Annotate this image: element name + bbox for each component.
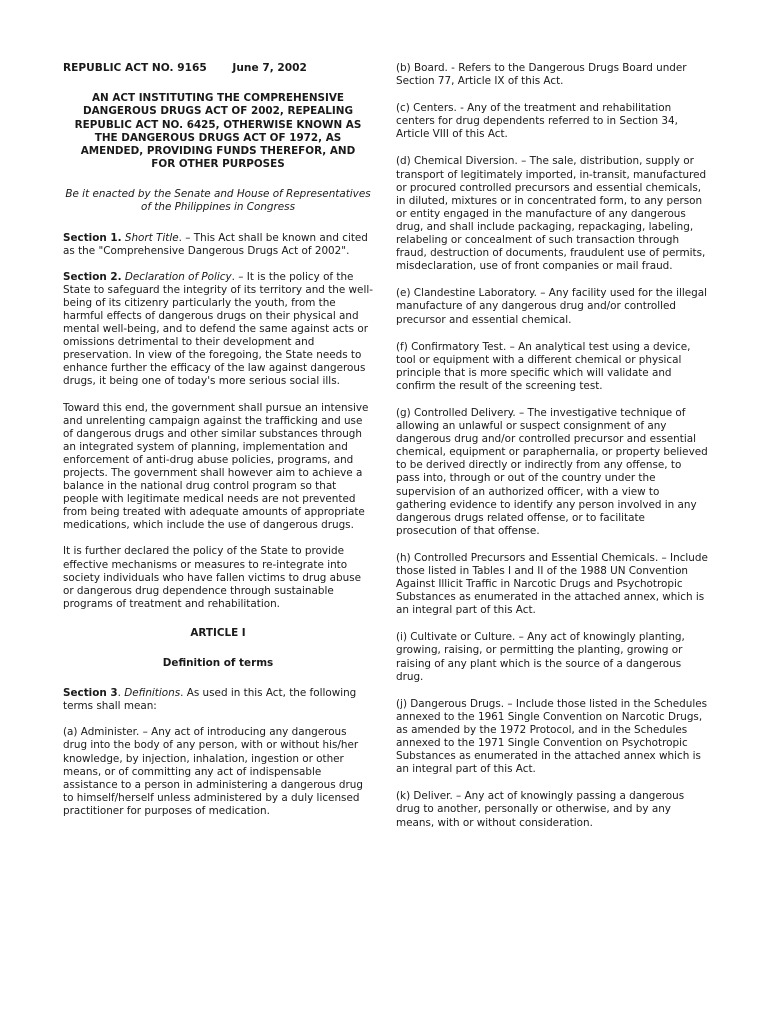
definition-f: (f) Confirmatory Test. – An analytical test using a device, tool or equipment with a different chemical or physical principle that is more specific which will validate and confirm the result of the screening test.	[396, 340, 691, 392]
definition-j: (j) Dangerous Drugs. – Include those listed in the Schedules annexed to the 1961 Single Convention on Narcotic Drugs, as amended by the 1972 Protocol, and in the Schedules annexed to the 1971 Single Convention on Psychotropic Substances as enumerated in the attached annex which is an integral part of this Act.	[396, 697, 708, 776]
section-3-text: . As used in this Act, the following terms shall mean:	[63, 687, 357, 713]
definition-g: (g) Controlled Delivery. – The investigative technique of allowing an unlawful or suspect consignment of any dangerous drug and/or controlled precursor and essential chemical, equipment or paraphernalia, or property believed to be derived directly or indirectly from any offense, to pass into, through or out of the country under the supervision of an authorized officer, with a view to gathering evidence to identify any person involved in any dangerous drugs related offense, or to facilitate prosecution of that offense.	[396, 406, 708, 537]
section-1-text: . – This Act shall be known and cited as the "Comprehensive Dangerous Drugs Act of 2002".	[63, 231, 368, 257]
definition-b: (b) Board. - Refers to the Dangerous Drugs Board under Section 77, Article IX of this Act.	[396, 62, 687, 88]
act-title: AN ACT INSTITUTING THE COMPREHENSIVE DANGEROUS DRUGS ACT OF 2002, REPEALING REPUBLIC ACT NO. 6425, OTHERWISE KNOWN AS THE DANGEROUS DRUGS ACT OF 1972, AS AMENDED, PROVIDING FUNDS THEREFOR, AND FOR OTHER PURPOSES	[74, 92, 362, 171]
section-1	[63, 232, 373, 258]
act-header	[63, 62, 373, 75]
definition-d: (d) Chemical Diversion. – The sale, distribution, supply or transport of legitimately imported, in-transit, manufactured or procured controlled precursors and essential chemicals, in diluted, mixtures or in concentrated form, to any person or entity engaged in the manufacture of any dangerous drug, and shall include packaging, repackaging, labeling, relabeling or concealment of such transaction through fraud, destruction of documents, fraudulent use of permits, misdeclaration, use of front companies or mail fraud.	[396, 155, 707, 273]
act-number: REPUBLIC ACT NO. 9165	[63, 62, 207, 74]
definition-c: (c) Centers. - Any of the treatment and rehabilitation centers for drug dependents referred to in Section 34, Article VIII of this Act.	[396, 102, 678, 141]
section-2-paragraph-3: It is further declared the policy of the State to provide effective mechanisms or measures to re-integrate into society individuals who have fallen victims to drug abuse or dangerous drug dependence through sustainable programs of treatment and rehabilitation.	[63, 545, 362, 610]
enacting-clause: Be it enacted by the Senate and House of Representatives of the Philippines in Congress	[65, 188, 371, 214]
section-2-text: . – It is the policy of the State to safeguard the integrity of its territory and the well-being of its citizenry particularly the youth, from the harmful effects of dangerous drugs on their physical and mental well-being, and to defend the same against acts or omissions detrimental to their development and preservation. In view of the foregoing, the State needs to enhance further the efficacy of the law against dangerous drugs, it being one of today's more serious social ills.	[63, 270, 373, 388]
section-1-title: Short Title	[124, 231, 179, 244]
section-3-label: Section 3	[63, 687, 118, 700]
section-2-paragraph-2: Toward this end, the government shall pursue an intensive and unrelenting campaign against the trafficking and use of dangerous drugs and other similar substances through an integrated system of planning, implementation and enforcement of anti-drug abuse policies, programs, and projects. The government shall however aim to achieve a balance in the national drug control program so that people with legitimate medical needs are not prevented from being treated with adequate amounts of appropriate medications, which include the use of dangerous drugs.	[63, 401, 369, 532]
definition-i: (i) Cultivate or Culture. – Any act of knowingly planting, growing, raising, or permitting the planting, growing or raising of any plant which is the source of a dangerous drug.	[396, 631, 685, 683]
right-column	[396, 62, 708, 844]
section-3-sep: .	[117, 687, 125, 700]
definition-h: (h) Controlled Precursors and Essential Chemicals. – Include those listed in Tables I and II of the 1988 UN Convention Against Illicit Traffic in Narcotic Drugs and Psychotropic Substances as enumerated in the attached annex, which is an integral part of this Act.	[396, 551, 708, 617]
definition-a: (a) Administer. – Any act of introducing any dangerous drug into the body of any person, with or without his/her knowledge, by injection, inhalation, ingestion or other means, or of committing any act of indispensable assistance to a person in administering a dangerous drug to himself/herself unless administered by a duly licensed practitioner for purposes of medication.	[63, 726, 363, 817]
left-column	[63, 62, 373, 831]
section-3-title: Definitions	[124, 687, 181, 700]
definition-k: (k) Deliver. – Any act of knowingly passing a dangerous drug to another, personally or otherwise, and by any means, with or without consideration.	[396, 790, 685, 829]
act-date: June 7, 2002	[232, 62, 307, 74]
section-1-label: Section 1.	[63, 231, 122, 244]
article-subheading: Definition of terms	[162, 657, 274, 670]
section-2-title: Declaration of Policy	[124, 270, 232, 283]
section-2	[63, 271, 373, 389]
definition-e: (e) Clandestine Laboratory. – Any facility used for the illegal manufacture of any dangerous drug and/or controlled precursor and essential chemical.	[396, 287, 707, 326]
article-heading: ARTICLE I	[190, 626, 246, 639]
section-2-label: Section 2.	[63, 270, 122, 283]
section-3	[63, 687, 373, 713]
